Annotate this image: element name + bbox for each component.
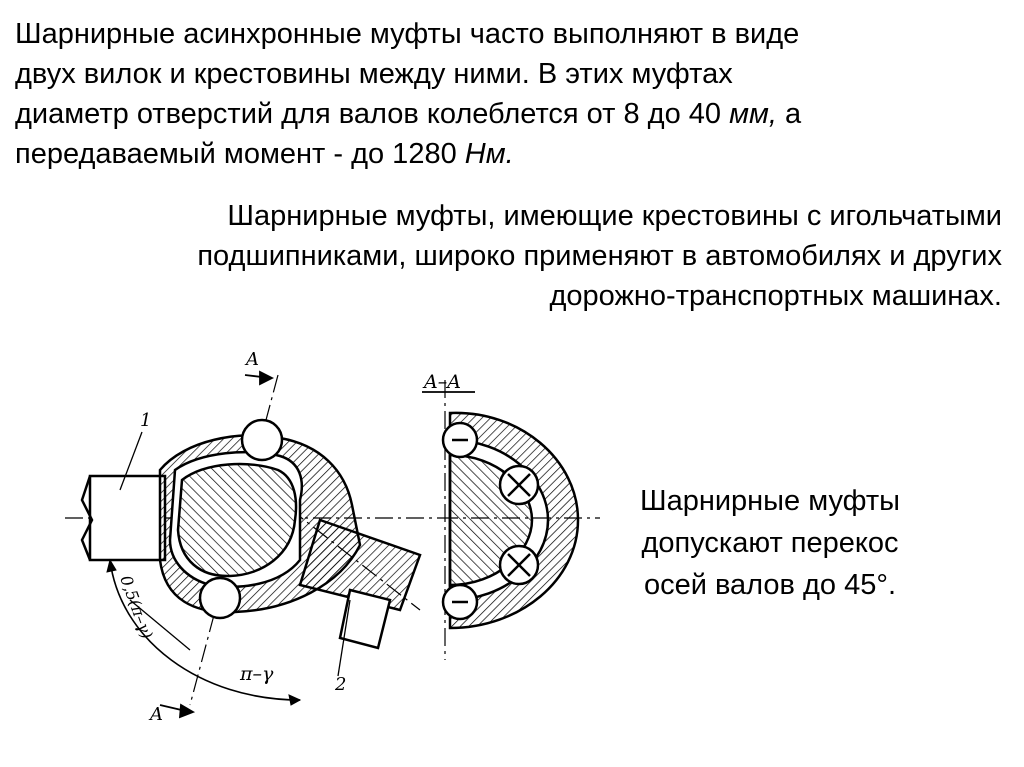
intro-line-1: Шарнирные асинхронные муфты часто выполняют в виде: [15, 18, 800, 50]
angle-half-label: 0,5(π–γ): [116, 572, 157, 642]
usage-line-3: дорожно-транспортных машинах.: [549, 280, 1002, 312]
unit-nm: Нм.: [464, 138, 514, 170]
misalignment-paragraph: [600, 480, 940, 606]
section-view: [440, 380, 600, 660]
intro-line-3: [15, 94, 1015, 134]
intro-line-3-text: диаметр отверстий для валов колеблется от 8 до 40: [15, 98, 730, 130]
intro-paragraph: [15, 14, 1015, 174]
coupling-drawing: [40, 340, 600, 740]
angle-full-label: π–γ: [240, 663, 274, 685]
misalignment-line-2: допускают перекос: [641, 527, 899, 559]
usage-paragraph: [40, 196, 1002, 316]
intro-line-4-text: передаваемый момент - до 1280: [15, 138, 465, 170]
usage-line-2: подшипниками, широко применяют в автомобилях и других: [197, 240, 1002, 272]
callout-1: 1: [140, 410, 152, 431]
section-mark-top: A: [246, 349, 259, 370]
joint-front-view: [65, 375, 440, 705]
misalignment-line-3: осей валов до 45°.: [643, 569, 897, 601]
misalignment-line-1: Шарнирные муфты: [639, 485, 900, 517]
intro-line-3-end: а: [776, 98, 802, 130]
unit-mm: мм,: [729, 98, 777, 130]
section-title: A–A: [424, 371, 461, 393]
callout-2: 2: [335, 674, 347, 695]
intro-line-4: [15, 134, 1015, 174]
section-mark-bottom: A: [150, 704, 163, 725]
intro-line-2: двух вилок и крестовины между ними. В этих муфтах: [15, 58, 733, 90]
usage-line-1: Шарнирные муфты, имеющие крестовины с игольчатыми: [227, 200, 1002, 232]
